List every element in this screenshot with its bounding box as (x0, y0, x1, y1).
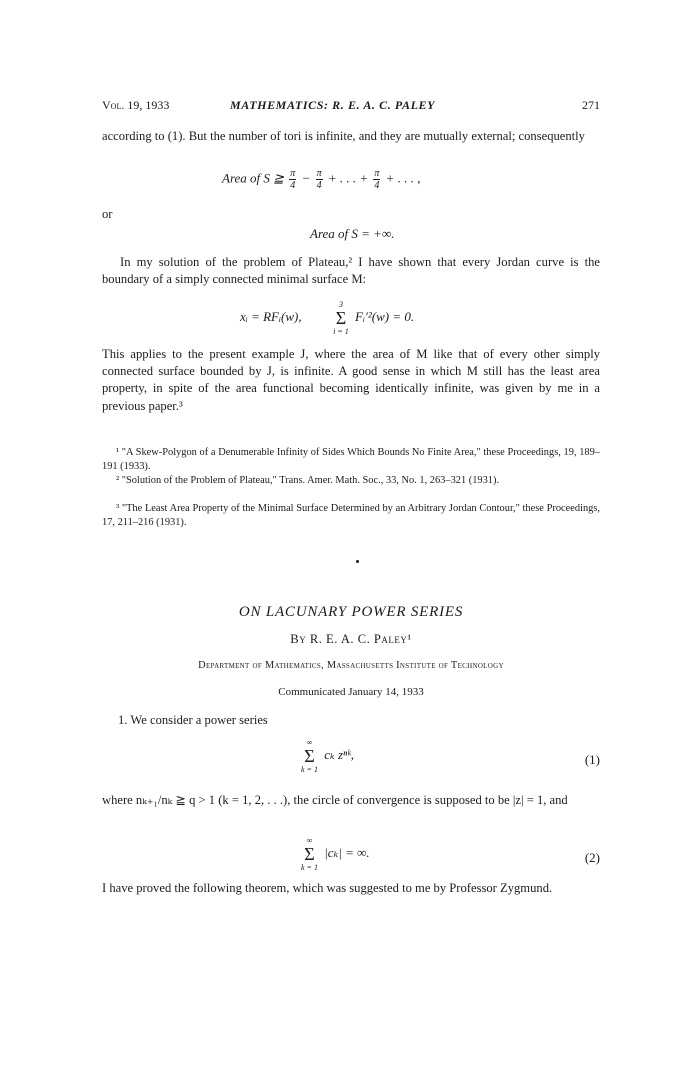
article-communicated: Communicated January 14, 1933 (278, 686, 424, 698)
frac1-num: π (290, 168, 296, 179)
header-page-number: 271 (582, 98, 600, 112)
equation-minimal-surface (240, 300, 414, 336)
frac2-num: π (316, 168, 322, 179)
continuation-paragraph: according to (1). But the number of tori is infinite, and they are mutually external; consequently (102, 129, 585, 143)
eq-area-tail1: + . . . + (327, 170, 369, 186)
eq-xi-lhs: xᵢ = RFᵢ(w), (240, 308, 302, 324)
eq-area-frac3 (373, 168, 380, 191)
sigma-icon: Σ (304, 844, 315, 864)
header-running-title: MATHEMATICS: R. E. A. C. PALEY (230, 98, 436, 112)
frac3-num: π (374, 168, 380, 179)
sigma-icon: Σ (335, 308, 347, 328)
eq1-sum (301, 738, 318, 774)
header-volume: Vol. 19, 1933 (102, 98, 170, 112)
equation-area-infinite: Area of S = +∞. (310, 226, 395, 241)
least-area-paragraph: This applies to the present example J, where the area of M like that of every other simply connected surface bounded by J, is infinite. A good sense in which M still has the least area property, in spite of the area functional becoming identically infinite, was given by me in a previous paper.³ (102, 347, 600, 413)
eq2-sum (301, 836, 318, 872)
eq-area-frac1 (289, 168, 296, 191)
theorem-intro-paragraph: I have proved the following theorem, which was suggested to me by Professor Zygmund. (102, 881, 553, 895)
eq-xi-sum-top: 3 (338, 300, 343, 309)
equation-2-number: (2) (584, 850, 600, 865)
eq-area-tail2: + . . . , (385, 170, 421, 186)
plateau-paragraph: In my solution of the problem of Plateau,² I have shown that every Jordan curve is the boundary of a simply connected minimal surface M: (102, 255, 600, 287)
footnote-2: ² "Solution of the Problem of Plateau," Trans. Amer. Math. Soc., 33, No. 1, 263–321 (1931). (116, 475, 500, 486)
article-byline: By R. E. A. C. Paley¹ (290, 632, 412, 646)
footnote-1: ¹ "A Skew-Polygon of a Denumerable Infinity of Sides Which Bounds No Finite Area," these Proceedings, 19, 189–191 (1933). (102, 447, 600, 472)
eq-xi-sum-bottom: i = 1 (333, 327, 349, 336)
eq1-body: cₖ zⁿᵏ, (324, 746, 355, 762)
eq-area-lhs: Area of S ≧ (222, 170, 285, 186)
eq2-sum-bottom: k = 1 (301, 863, 318, 872)
sigma-icon: Σ (304, 746, 315, 766)
section-separator-dot (356, 560, 359, 563)
equation-1-number: (1) (584, 752, 600, 767)
eq2-body: |cₖ| = ∞. (324, 844, 370, 860)
footnote-3: ³ "The Least Area Property of the Minimal Surface Determined by an Arbitrary Jordan Contour," these Proceedings, 17, 211–216 (1931). (102, 503, 600, 528)
or-word: or (102, 207, 113, 221)
eq-area-op1: − (301, 170, 311, 186)
frac1-den: 4 (290, 180, 296, 191)
eq-xi-rhs: Fᵢ′²(w) = 0. (355, 308, 415, 324)
eq1-sum-bottom: k = 1 (301, 765, 318, 774)
frac3-den: 4 (374, 180, 380, 191)
equation-area-sum (222, 168, 420, 191)
running-header (102, 98, 600, 114)
article-department: Department of Mathematics, Massachusetts Institute of Technology (198, 660, 504, 671)
equation-1 (298, 738, 354, 774)
convergence-paragraph: where nₖ₊₁/nₖ ≧ q > 1 (k = 1, 2, . . .), the circle of convergence is supposed to be |z| = 1, and (102, 793, 568, 807)
eq2-sum-top: ∞ (306, 836, 313, 845)
eq-area-frac2 (316, 168, 323, 191)
eq1-sum-top: ∞ (306, 738, 313, 747)
article-title: ON LACUNARY POWER SERIES (238, 604, 464, 620)
eq-xi-sum (333, 300, 349, 336)
equation-2 (298, 836, 370, 872)
series-intro-paragraph: 1. We consider a power series (118, 713, 268, 727)
journal-page (102, 0, 600, 1070)
frac2-den: 4 (316, 180, 322, 191)
